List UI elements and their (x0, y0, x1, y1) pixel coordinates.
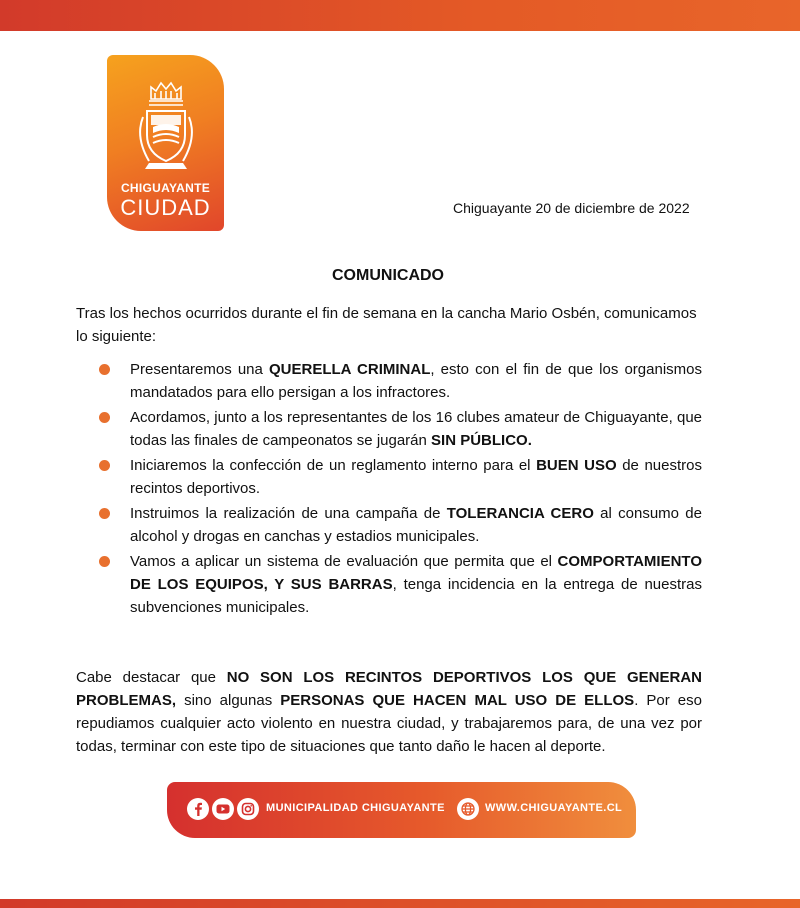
logo-line1: CHIGUAYANTE (120, 181, 211, 195)
crest-icon (131, 77, 201, 177)
footer-website-link[interactable]: WWW.CHIGUAYANTE.CL (485, 802, 623, 814)
closing-paragraph: Cabe destacar que NO SON LOS RECINTOS DEPORTIVOS LOS QUE GENERAN PROBLEMAS, sino algunas PERSONAS QUE HACEN MAL USO DE ELLOS. Por eso repudiamos cualquier acto violento en nuestra ciudad, y trabajaremos para, de una vez por todas, terminar con este tipo de situaciones que tanto daño le hacen al deporte. (76, 669, 702, 755)
instagram-icon[interactable] (237, 798, 259, 820)
list-item: Vamos a aplicar un sistema de evaluación que permita que el COMPORTAMIENTO DE LOS EQUIPOS, Y SUS BARRAS, tenga incidencia en la entrega de nuestras subvenciones municipales. (76, 550, 702, 619)
bullet-icon (99, 508, 110, 519)
list-item: Instruimos la realización de una campaña de TOLERANCIA CERO al consumo de alcohol y drogas en canchas y estadios municipales. (76, 502, 702, 548)
document-title: COMUNICADO (332, 267, 444, 284)
chiguayante-logo (107, 55, 224, 231)
list-item: Iniciaremos la confección de un reglamento interno para el BUEN USO de nuestros recintos deportivos. (76, 454, 702, 500)
bullet-icon (99, 412, 110, 423)
bullet-icon (99, 556, 110, 567)
footer-social-label: MUNICIPALIDAD CHIGUAYANTE (266, 802, 445, 814)
facebook-icon[interactable] (187, 798, 209, 820)
list-item: Acordamos, junto a los representantes de los 16 clubes amateur de Chiguayante, que todas las finales de campeonatos se jugarán SIN PÚBLICO. (76, 406, 702, 452)
action-list (76, 358, 702, 621)
globe-icon[interactable] (457, 798, 479, 820)
document-date: Chiguayante 20 de diciembre de 2022 (453, 200, 690, 216)
bottom-bar (0, 899, 800, 908)
bullet-icon (99, 364, 110, 375)
intro-paragraph: Tras los hechos ocurridos durante el fin de semana en la cancha Mario Osbén, comunicamos lo siguiente: (76, 305, 697, 345)
list-item: Presentaremos una QUERELLA CRIMINAL, esto con el fin de que los organismos mandatados para ello persigan a los infractores. (76, 358, 702, 404)
bullet-icon (99, 460, 110, 471)
youtube-icon[interactable] (212, 798, 234, 820)
top-bar (0, 0, 800, 31)
footer-banner (167, 782, 636, 838)
logo-line2: CIUDAD (120, 195, 211, 220)
